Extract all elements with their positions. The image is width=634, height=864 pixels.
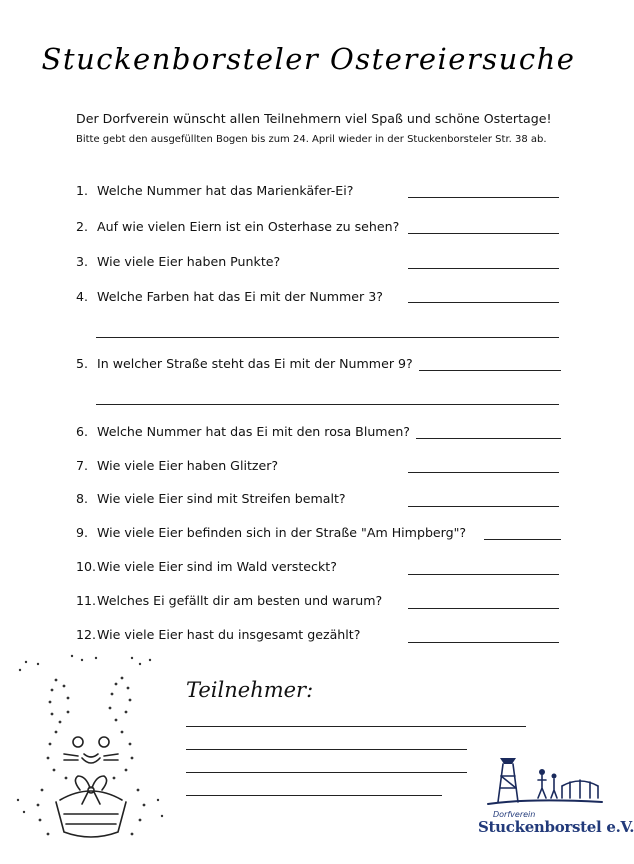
question-9 <box>76 525 466 540</box>
question-8 <box>76 491 346 506</box>
question-text: Wie viele Eier haben Punkte? <box>97 254 281 269</box>
question-number: 3. <box>76 254 89 269</box>
answer-line-1[interactable] <box>408 197 559 198</box>
participant-line-1[interactable] <box>186 726 526 727</box>
answer-line-8[interactable] <box>408 506 559 507</box>
question-number: 7. <box>76 458 89 473</box>
answer-line-5[interactable] <box>419 370 561 371</box>
answer-line-7[interactable] <box>408 472 559 473</box>
answer-line-11[interactable] <box>408 608 559 609</box>
answer-line-5b[interactable] <box>96 404 559 405</box>
answer-line-10[interactable] <box>408 574 559 575</box>
question-5 <box>76 356 413 371</box>
question-text: Wie viele Eier befinden sich in der Straße "Am Himpberg"? <box>97 525 467 540</box>
question-text: Welches Ei gefällt dir am besten und warum? <box>97 593 383 608</box>
question-text: Welche Nummer hat das Marienkäfer-Ei? <box>97 183 354 198</box>
participant-line-4[interactable] <box>186 795 442 796</box>
question-4 <box>76 289 383 304</box>
question-3 <box>76 254 280 269</box>
participant-line-3[interactable] <box>186 772 467 773</box>
answer-line-4b[interactable] <box>96 337 559 338</box>
question-text: Welche Nummer hat das Ei mit den rosa Blumen? <box>97 424 410 439</box>
question-text: Wie viele Eier sind im Wald versteckt? <box>97 559 337 574</box>
answer-line-6[interactable] <box>416 438 561 439</box>
answer-line-4[interactable] <box>408 302 559 303</box>
question-2 <box>76 219 399 234</box>
answer-line-2[interactable] <box>408 233 559 234</box>
question-10 <box>76 559 337 574</box>
question-number: 9. <box>76 525 89 540</box>
question-number: 1. <box>76 183 89 198</box>
question-12 <box>76 627 360 642</box>
logo-subtitle: Dorfverein <box>493 810 536 819</box>
page-title: Stuckenborsteler Ostereiersuche <box>41 42 576 76</box>
question-text: Welche Farben hat das Ei mit der Nummer 3? <box>97 289 383 304</box>
answer-line-9[interactable] <box>484 539 561 540</box>
intro-greeting: Der Dorfverein wünscht allen Teilnehmern viel Spaß und schöne Ostertage! <box>76 111 552 126</box>
question-number: 2. <box>76 219 89 234</box>
question-1 <box>76 183 353 198</box>
question-number: 5. <box>76 356 89 371</box>
question-11 <box>76 593 382 608</box>
question-text: Wie viele Eier haben Glitzer? <box>97 458 279 473</box>
logo-name: Stuckenborstel e.V. <box>478 818 634 836</box>
question-number: 11. <box>76 593 97 608</box>
question-text: Wie viele Eier sind mit Streifen bemalt? <box>97 491 346 506</box>
intro-instructions: Bitte gebt den ausgefüllten Bogen bis zum 24. April wieder in der Stuckenborsteler Str. 38 ab. <box>76 134 547 145</box>
answer-line-12[interactable] <box>408 642 559 643</box>
question-number: 10. <box>76 559 97 574</box>
watchtower-logo-icon <box>470 752 610 816</box>
question-number: 8. <box>76 491 89 506</box>
participant-line-2[interactable] <box>186 749 467 750</box>
question-7 <box>76 458 278 473</box>
question-number: 4. <box>76 289 89 304</box>
dot-to-dot-bunny-icon <box>12 650 172 854</box>
answer-line-3[interactable] <box>408 268 559 269</box>
question-text: In welcher Straße steht das Ei mit der Nummer 9? <box>97 356 413 371</box>
participants-label: Teilnehmer: <box>186 678 314 702</box>
question-number: 12. <box>76 627 97 642</box>
question-number: 6. <box>76 424 89 439</box>
question-text: Auf wie vielen Eiern ist ein Osterhase zu sehen? <box>97 219 400 234</box>
question-text: Wie viele Eier hast du insgesamt gezählt? <box>97 627 361 642</box>
question-6 <box>76 424 410 439</box>
